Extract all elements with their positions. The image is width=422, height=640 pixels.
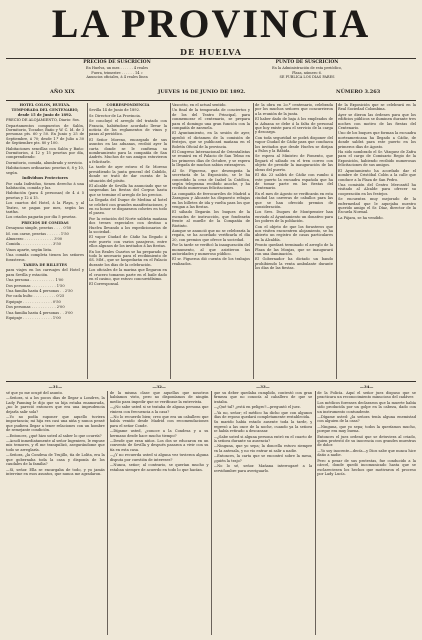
paragraph: Los criados pagarán por día 5 pesetas. — [6, 215, 77, 220]
paragraph: Ha sido nombrado el Sr. Vázquez de Zafra para el cargo de Comisario Regio de la Exposición, habiendo recibido numerosas felicitaciones de sus amigos. — [338, 150, 416, 168]
article-column — [338, 103, 416, 379]
paragraph: Uno de los buques que forman la escuadra norteamericana ha llegado a Cádiz, de donde saldrá para este puerto en los primeros días de Agosto. — [338, 131, 416, 149]
column-divider — [170, 103, 171, 379]
paragraph: —Nunca, señor; al contrario, se querían mucho y estaban siempre de acuerdo en todo lo que hacían. — [109, 463, 209, 472]
paragraph: El sr. Figueroa dió cuenta de los trabajos realizados. — [172, 257, 250, 266]
paragraph: Id. con carne, pesetas . . . . . . 1'50 — [6, 231, 69, 236]
masthead-rule-bottom — [6, 100, 416, 101]
paragraph: Los médicos forenses declararon que la muerte había sido producida por un golpe en la cabeza, dado con un instrumento contundente. — [317, 400, 416, 414]
prices-title: PRECIOS DE SUSCRICION — [83, 60, 151, 65]
issue-row — [6, 89, 416, 99]
section-heading: TEMPORADA DEL CENTENARIO, desde 15 de Junio de 1892. — [11, 108, 79, 117]
paragraph: —Entonces, ¿qué hizo usted al saber lo que ocurría? — [6, 433, 102, 438]
folletin-column — [6, 391, 105, 635]
paragraph: Los cuartos del Hotel, á la Playa, y al Teatro, se pagan por mes, según las tarifas. — [6, 201, 84, 214]
paragraph: Vinos aparte, según lista. — [6, 247, 53, 252]
column-divider — [107, 391, 108, 635]
paragraph: Se encuentra muy mejorado de la enfermedad que le aquejaba nuestro querido amigo el Sr. Díaz, director de la Escuela Normal. — [338, 197, 416, 215]
paragraph: —No lo sé, señor. Mañana interrogaré a la servidumbre para averiguarlo. — [213, 464, 313, 473]
paragraph: El Corresponsal. — [89, 282, 120, 287]
masthead-rule-top — [6, 58, 416, 59]
issue-number: NÚMERO 3.263 — [336, 89, 381, 95]
folletin-column — [214, 391, 313, 635]
folletin-page-label: —34— — [359, 384, 374, 389]
prices-line: En Huelva, un mes . . . . . . 4 reales — [85, 66, 149, 70]
issue-year: AÑO XIX — [50, 89, 75, 95]
paragraph: El haber dado de baja á los empleados de la Aduana se debe á la falta de personal que hoy existe para el servicio de la carga y descarga. — [255, 117, 333, 135]
article-column — [89, 103, 167, 379]
paragraph: que su deber quedaba cumplido, contestó con gran firmeza que no conocía al caballero de que se trataba. — [213, 391, 313, 404]
paragraph: Una persona . . . . . . . . . . . 1'00 — [6, 278, 64, 283]
paragraph: —Entonces, la carta que se encontró sobre la mesa, ¿quién la trajo? — [213, 454, 313, 463]
paragraph: Una familia hasta 4 personas . . 3'00 — [6, 310, 73, 315]
paragraph: Una comida completa tienen los señores forasteros. — [6, 253, 84, 262]
folletin-column — [317, 391, 416, 635]
prices-box — [58, 60, 176, 80]
points-line: SE PUBLICA LOS DIAS PARES — [279, 75, 335, 79]
paragraph: Se concluyó el arreglo del tratado con Francia, habiéndose acordado llevar la noticia de los reglamentos de vinos y pasas al periódico. — [89, 119, 167, 137]
section-heading: CORRESPONDENCIA — [106, 103, 150, 107]
paragraph: —Yo soy inocente—decía—y Dios sabe que nunca hice daño a nadie. — [317, 448, 416, 458]
folletin-page-label: —33— — [256, 384, 270, 389]
paragraph: El Señor Moreno, encargado de sus asuntos en las aduanas, recibió ayer la carta donde se le confirma su nombramiento para la compañía de San Andrés. Muchos de sus amigos estuvieron a felicitarle. — [89, 137, 167, 164]
paragraph: El día 23 saldrá de Cádiz con rumbo á este puerto la escuadra española que ha de tomar parte en las fiestas del Centenario. — [255, 173, 333, 191]
paragraph: Una familia hasta 4 personas . . 2'50 — [6, 289, 73, 294]
column-divider — [253, 103, 254, 379]
section-heading: TARIFA DE BILLETES — [23, 263, 67, 267]
masthead-title: LA PROVINCIA — [51, 1, 371, 46]
prices-line: Fuera, trimestre . . . . . . 14 » — [91, 70, 143, 75]
paragraph: Con toda seguridad se podrá disponer del vapor Ciudad de Cádiz para que conduzca los invitados que desde Huelva se dirijan a Palos y la Rábida. — [255, 135, 333, 154]
paragraph: Pero a pesar de sus protestas, fue conducido a la cárcel, donde quedó incomunicado hasta que se esclareciesen los hechos que motivaron el proceso por Lady Lucía. — [317, 458, 416, 476]
paragraph: Una comisión del Centro Mercantil ha visitado al Alcalde para ofrecer su cooperación en los festejos. — [338, 182, 416, 196]
paragraph: Pronto quedará terminado el arreglo de la Plaza de las Monjas, que se inaugurará con una iluminación. — [255, 243, 333, 256]
paragraph: —Dígame usted, ¿conoce a la Condesa y a su hermano desde hace mucho tiempo? — [109, 429, 209, 438]
paragraph: Dos personas . . . . . . . . . . . 1'50 — [6, 283, 65, 288]
paragraph: Equipaje . . . . . . . . . . . . . 1'00 — [6, 316, 61, 321]
paragraph: En el mes de Agosto se verificarán en esta ciudad las carreras de caballos para las que se han ofrecido premios de consideración. — [255, 191, 333, 209]
paragraph: —Señora, ¿la Condesa de Trujillo, tía de Lolita, era la que gobernaba toda la casa y disponía de los caudales de la familia? — [6, 453, 105, 467]
paragraph: Un final de la temporada de conciertos y de los del Teatro Principal, para conmemorar el centenario, se prepara para el domingo una gran función con la compañía de zarzuela. — [172, 108, 250, 131]
paragraph: Por la estación del Norte saldrán mañana dos trenes especiales con destino a Huelva llevando a los expedicionarios de la sociedad. — [89, 216, 167, 234]
paragraph: Vascotto, en el actual sentido. — [172, 103, 227, 107]
paragraph: Sr. Director de La Provincia. — [89, 113, 141, 118]
points-title: PUNTO DE SUSCRICION — [275, 60, 339, 65]
paragraph: Con el objeto de que los forasteros que nos visiten encuentren alojamiento, se ha abierto un registro de casas particulares en la Alcaldía. — [255, 224, 333, 242]
section-heading: Individuos Protectores — [22, 176, 68, 181]
paragraph: —¿No sabe usted si se trataba de alguna persona que viniera con frecuencia a la casa? — [109, 405, 209, 414]
paragraph: de la Exposición que se celebrará en la Real Sociedad Colombina. — [338, 103, 416, 112]
paragraph: de la Policía. Aquí el señor juez dispuso que se practicara un reconocimiento minucioso del cadáver. — [317, 391, 416, 400]
paragraph: Sevilla 14 de Junio de 1892. — [89, 108, 141, 113]
column-divider — [336, 103, 337, 379]
paragraph: —Yo no podía suponer que aquello tuviera importancia; mi hija era casi una niña y nunca pensé que pudiera llegar a tener relaciones con un hombre de semejante condición. — [6, 415, 105, 433]
paragraph: —Ninguna, que yo sepa; la doncella estuvo siempre en la antesala, y no vio entrar ni salir a nadie. — [213, 444, 313, 453]
points-box — [244, 60, 370, 80]
paragraph: —No lo recuerdo bien; creo que era un caballero que había venido desde Madrid con recomendaciones para el señor Conde. — [109, 415, 209, 428]
paragraph: Al Sr. Figueroa, que desempeña la secretaría de la Exposición, se le ha concedido la cruz de Isabel la Católica, según telegrama recibido anoche, y ha recibido numerosas felicitaciones. — [172, 168, 250, 191]
paragraph: El Congreso Internacional de Orientalistas se reunirá en el Palacio de San Telmo en los primeros días de Octubre, y se espera la llegada de muchos sabios extranjeros. — [172, 150, 250, 168]
paragraph: La compañía de ferrocarriles de Madrid a Zaragoza y Alicante ha dispuesto rebajas en los billetes de ida y vuelta para los que vengan a las fiestas. — [172, 191, 250, 209]
paragraph: —¿Qué tal? ¿está en peligro?—preguntó el juez. — [213, 405, 301, 410]
paragraph: El Gobernador ha dictado un bando prohibiendo la venta ambulante durante los días de las fiestas. — [255, 257, 333, 271]
paragraph: de la misma clase que aquellas que nosotros habíamos visto, pero no disponíamos de ningún medio para impedir que se verificase la entrevista. — [109, 391, 209, 404]
paragraph: La tarde de ayer estuvo el Sr. Moreno presidiendo la junta general del Cabildo, donde se trató de dar cuenta de la situación del pósito. — [89, 165, 167, 183]
paragraph: —Señora, si a los pocos días de llegar a Londres, la Lady Fanning le dijo que su hija estaba enamorada, ¿no le pareció entonces que era una imprudencia dejarla salir sola? — [6, 396, 105, 414]
article-column — [172, 103, 250, 379]
paragraph: Comida . . . . . . . . . . . . . . 3'50 — [6, 242, 61, 247]
paragraph: —Dígame usted: ¿la señora tenía alguna enemistad con alguien de la casa? — [317, 415, 416, 424]
paragraph: Habitación (para 4 personas) de 4 á 5 pesetas y 12 á 15. — [6, 191, 84, 200]
section-heading: HOTEL COLON, HUELVA. — [19, 103, 71, 107]
paragraph: Los oficiales de la marina que llegaron en el crucero tomaron parte en el baile dado en el casino, que estuvo concurridísimo. — [89, 268, 167, 282]
folletin-column — [110, 391, 209, 635]
paragraph: —Ya no, señor; el médico ha dicho que con algunos días de reposo quedará completamente restablecida. — [213, 410, 313, 420]
paragraph: Ayer se dieron las órdenes para que los edificios públicos se iluminen durante tres noches con motivo de las fiestas del Centenario. — [338, 112, 416, 131]
column-divider — [87, 103, 88, 379]
paragraph: Dos personas . . . . . . . . . . . 2'00 — [6, 305, 65, 310]
paragraph: El alcalde de Sevilla ha anunciado que se suspendan las fiestas del Corpus hasta que se termine el arreglo de los precios. — [89, 183, 167, 197]
paragraph: —Desde que eran niños. Los dos se educaron en un convento de Sevilla y después pasaron a vivir con su tía en esta casa. — [109, 439, 209, 452]
paragraph: El sábado llegarán los buques de la escuadra de instrucción, que fondearán frente al muelle de la Compañía de Riotinto. — [172, 210, 250, 228]
prices-line: Anuncios oficiales, á 4 reales línea — [86, 75, 148, 79]
paragraph: Los Sres. Duques de Montpensier han enviado al Ayuntamiento un donativo para los pobres de la población. — [255, 210, 333, 224]
paragraph: En los Reales Cuartos se ha preparado ya todo lo necesario para el recibimiento de SS. MM., que se hospedarán en el Palacio durante los días de la celebración. — [89, 249, 167, 267]
paragraph: —¿Y no recuerda usted si alguna vez tuvieron alguna disputa por cuestión de intereses? — [109, 453, 209, 462]
paragraph: Se espera al Ministro de Fomento, que llegará el sábado en el tren correo con objeto de presidir la inauguración de las obras del puerto. — [255, 154, 333, 172]
paragraph: Entonces el juez ordenó que se detuviera al criado, quien protestó de su inocencia con grandes muestras de dolor. — [317, 434, 416, 448]
article-column — [255, 103, 333, 379]
paragraph: Departamentos compuestos de Salón, Dormitorio, Tocador, Baño y W. C. Id. de 3 personas pts. 60 y 50. En Junio y 25 de Septiembre, á 70; desde 1.º de Julio a 30 de Septiembre pts. 80 y 100. — [6, 123, 84, 146]
folletin-page-label: —31— — [48, 384, 63, 389]
paragraph: La llegada del Duque de Medina al hotel se celebró con grandes manifestaciones, y en su honor se dispararon cohetes en todo el paseo. — [89, 198, 167, 216]
points-line: En la Administración de esta periódico, — [272, 66, 342, 70]
paragraph: Almuerzo . . . . . . . . . . . . . 3'00 — [6, 236, 63, 241]
paragraph: Su marido había estado ausente toda la tarde, y regresó a las once de la noche, cuando ya la señora se había retirado a descansar. — [213, 420, 313, 434]
section-heading: PRECIOS DE COMIDAS — [21, 220, 69, 225]
paragraph: Habitaciones sencillas con Salón y Baño: Dormitorios, á 12 y 15 pesetas por día, comprendiendo: — [6, 146, 84, 160]
points-line: Plaza, número 6. — [292, 70, 322, 75]
article-column — [6, 103, 84, 379]
paragraph: PRECIO DE ALOJAMIENTO, Diario: 8os. — [6, 118, 80, 123]
paragraph: El Ayuntamiento ha acordado dar el nombre de Cristóbal Colón a la calle que conduce a la Plaza de San Pedro. — [338, 168, 416, 182]
paragraph: Dormitorio, comida, alumbrado y servicio. — [6, 160, 83, 165]
paragraph: —¿Sabe usted si alguna persona entró en el cuarto de la señora durante su ausencia? — [213, 434, 313, 444]
paragraph: Equipaje . . . . . . . . . . . . . 0'50 — [6, 299, 61, 304]
paragraph: La Pájara, se ha vendido. — [338, 215, 384, 220]
folletin-rule — [6, 381, 416, 382]
paragraph: de la obra en 2o.º centenario, celebrada por los muchos señores que concurrieron a la reunión de la junta. — [255, 103, 333, 116]
paragraph: —Ninguna, que yo sepa; todos la queríamos mucho, porque era muy buena. — [317, 424, 416, 434]
paragraph: para viajes en los carruajes del Hotel y para Sevilla y estación. — [6, 268, 84, 277]
masthead-subtitle: DE HUELVA — [180, 47, 242, 57]
paragraph: Por cada Individuo, tienen derecho á una habitación, comida y luz. — [6, 181, 84, 190]
column-divider — [211, 391, 212, 635]
paragraph: Desayuno simple, pesetas . . . . 0'50 — [6, 226, 72, 231]
paragraph: Habitaciones ordinarias: pesetas 6, 8 y 10, según. — [6, 166, 84, 175]
paragraph: Por la tarde se verificó la inauguración del monumento, al que asistieron las autoridades y numeroso público. — [172, 243, 250, 256]
column-divider — [315, 391, 316, 635]
paragraph: sé que yo me ocupé del asunto. — [6, 391, 64, 395]
issue-date: JUEVES 16 DE JUNIO DE 1892. — [158, 89, 246, 95]
paragraph: El Ayuntamiento, en la sesión de ayer, aprobó el dictamen de la comisión de festejos, que se publicará mañana en el Boletín Oficial de la provincia. — [172, 131, 250, 149]
paragraph: —Acudí inmediatamente al señor Ingeniero, le expuse mis temores, y él me tranquilizó, asegurándome que todo se arreglaría. — [6, 439, 105, 452]
paragraph: Aunque se anunció que no se celebraría la regata, se ha acordado verificarla el día 20, con premios que ofrece la sociedad. — [172, 228, 250, 242]
paragraph: —Sí, señor. Ella se encargaba de todo, y yo jamás intervine en esos asuntos, que nunca me agradaron. — [6, 467, 105, 476]
paragraph: El vapor Ciudad de Cádiz ha llegado á este puerto con varios pasajeros, entre ellos algunos de los invitados á las fiestas. — [89, 235, 167, 249]
folletin-page-label: —32— — [152, 384, 166, 389]
paragraph: Por cada bulto . . . . . . . . . . 0'25 — [6, 294, 65, 299]
